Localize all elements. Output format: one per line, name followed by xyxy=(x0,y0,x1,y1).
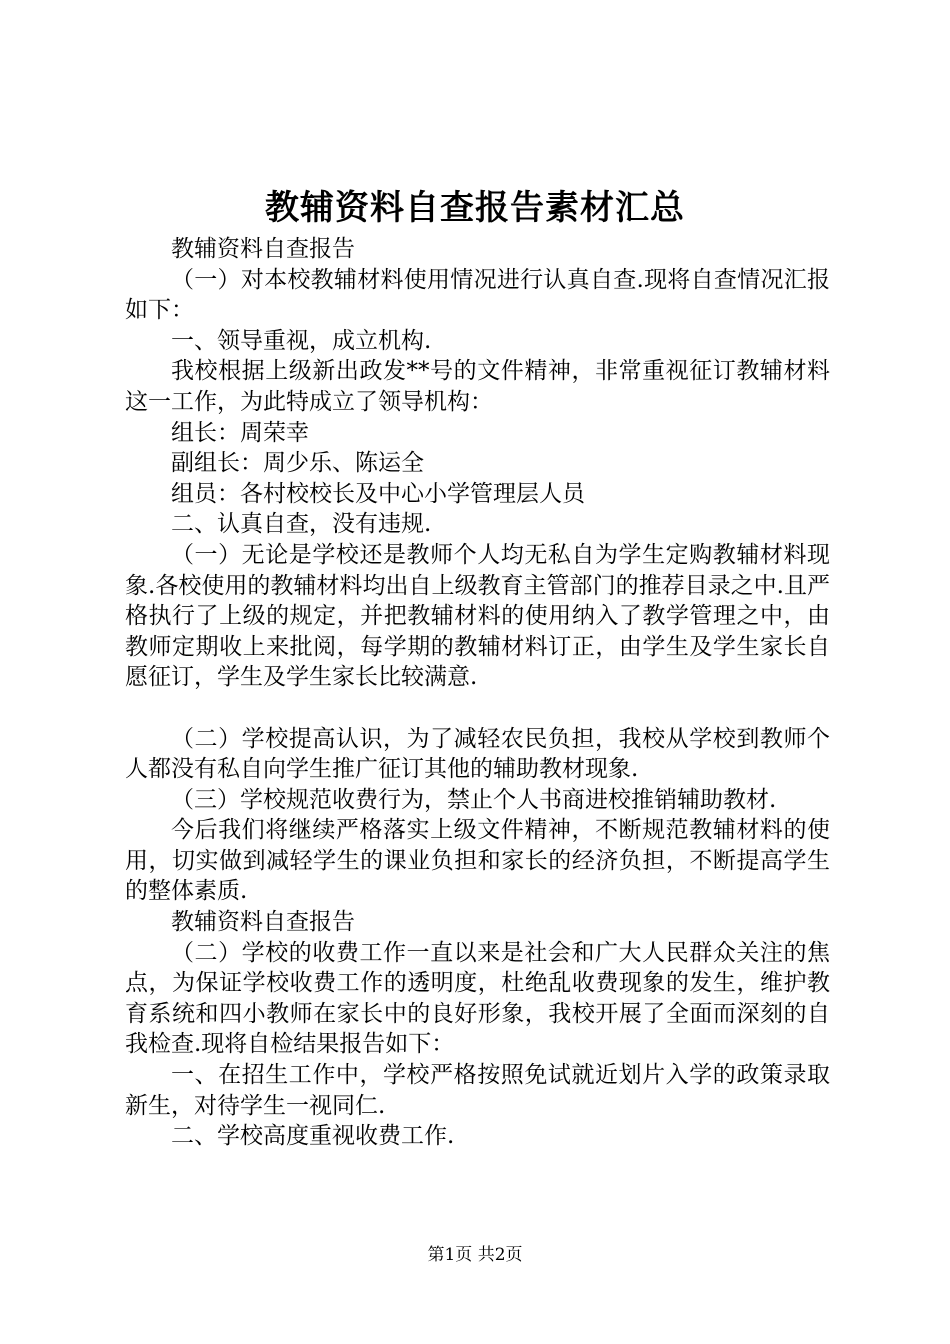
paragraph: 我校根据上级新出政发**号的文件精神，非常重视征订教辅材料这一工作，为此特成立了领导机构： xyxy=(125,358,830,415)
paragraph: 二、认真自查，没有违规. xyxy=(171,511,432,538)
paragraph: 教辅资料自查报告 xyxy=(171,909,355,936)
paragraph: 组员：各村校校长及中心小学管理层人员 xyxy=(171,480,585,507)
paragraph: 二、学校高度重视收费工作. xyxy=(171,1123,455,1150)
document-body xyxy=(125,234,830,1152)
paragraph: （一）对本校教辅材料使用情况进行认真自查.现将自查情况汇报如下： xyxy=(125,266,830,324)
paragraph: （二）学校的收费工作一直以来是社会和广大人民群众关注的焦点，为保证学校收费工作的透明度，杜绝乱收费现象的发生，维护教育系统和四小教师在家长中的良好形象，我校开展了全面而深刻的自我检查.现将自检结果报告如下： xyxy=(125,939,830,1058)
paragraph: （二）学校提高认识，为了减轻农民负担，我校从学校到教师个人都没有私自向学生推广征订其他的辅助教材现象. xyxy=(125,725,830,783)
paragraph: 组长：周荣幸 xyxy=(171,419,309,446)
paragraph: 一、在招生工作中，学校严格按照免试就近划片入学的政策录取新生，对待学生一视同仁. xyxy=(125,1062,830,1119)
page-number-footer: 第1页 共2页 xyxy=(427,1245,523,1265)
paragraph: （三）学校规范收费行为，禁止个人书商进校推销辅助教材. xyxy=(171,786,777,813)
paragraph: 教辅资料自查报告 xyxy=(171,236,355,262)
paragraph: 副组长：周少乐、陈运全 xyxy=(171,450,424,477)
paragraph: 一、领导重视，成立机构. xyxy=(171,327,432,354)
document-title: 教辅资料自查报告素材汇总 xyxy=(265,188,685,228)
paragraph: 今后我们将继续严格落实上级文件精神，不断规范教辅材料的使用，切实做到减轻学生的课业负担和家长的经济负担，不断提高学生的整体素质. xyxy=(125,817,830,905)
paragraph: （一）无论是学校还是教师个人均无私自为学生定购教辅材料现象.各校使用的教辅材料均出自上级教育主管部门的推荐目录之中.且严格执行了上级的规定，并把教辅材料的使用纳入了教学管理之中，由教师定期收上来批阅，每学期的教辅材料订正，由学生及学生家长自愿征订，学生及学生家长比较满意. xyxy=(125,541,830,691)
